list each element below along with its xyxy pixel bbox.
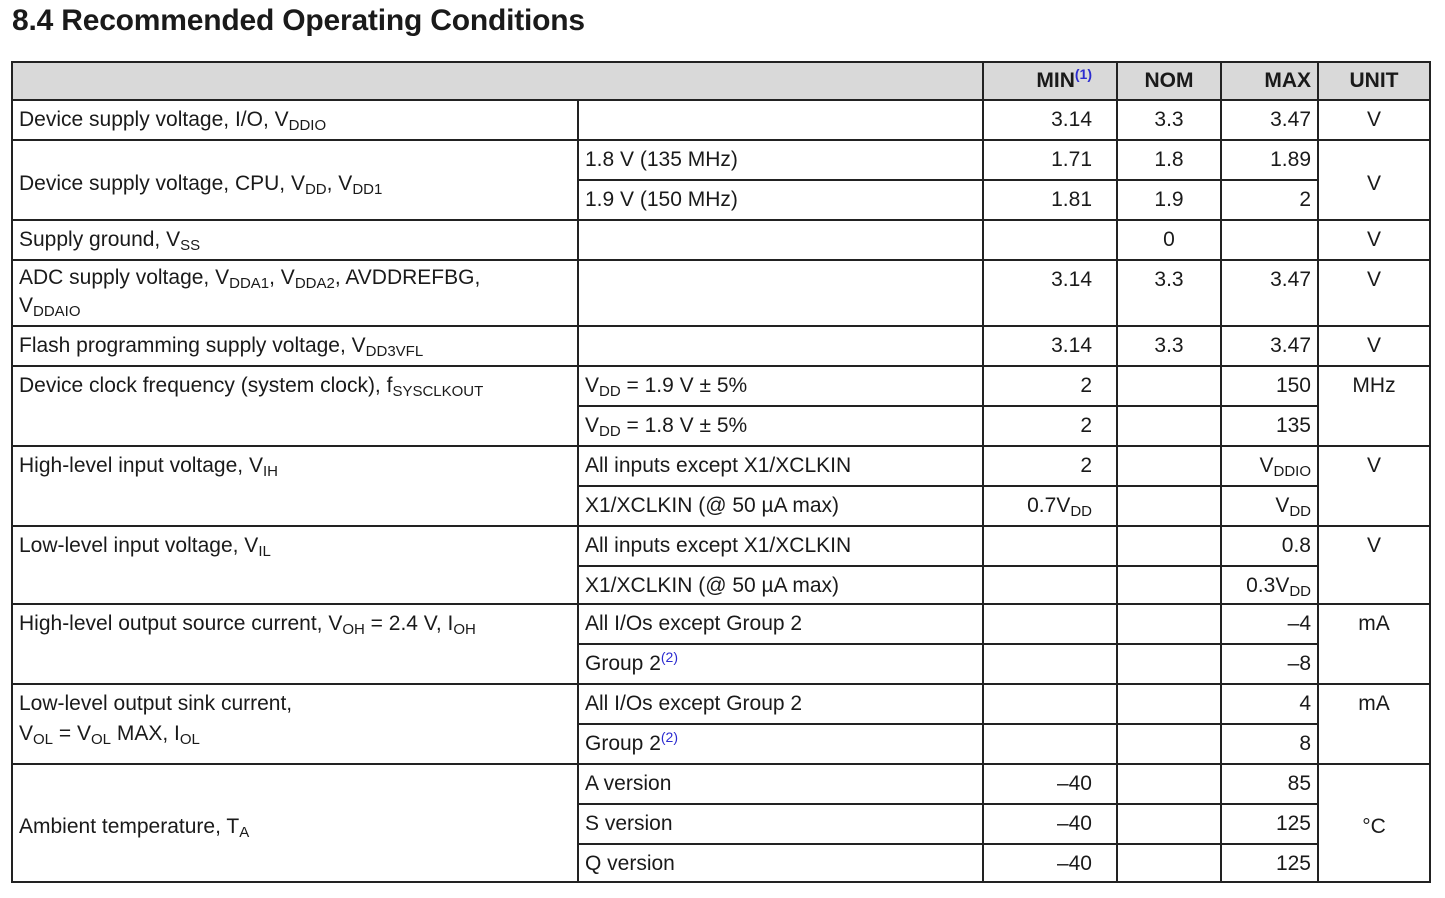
unit-cell: V: [1318, 260, 1430, 326]
param-cell: Low-level input voltage, $V_{IL}$: [12, 526, 578, 604]
max-cell: 4: [1221, 684, 1318, 724]
nom-cell: [1117, 684, 1221, 724]
nom-cell: 1.9: [1117, 180, 1221, 220]
condition-cell: All I/Os except Group 2: [578, 684, 983, 724]
condition-cell: [578, 220, 983, 260]
min-cell: [983, 526, 1117, 566]
condition-cell: X1/XCLKIN (@ 50 µA max): [578, 566, 983, 604]
min-cell: –40: [983, 764, 1117, 804]
unit-cell: MHz: [1318, 366, 1430, 446]
unit-cell: V: [1318, 220, 1430, 260]
condition-cell: Group 2$^{(2)}$: [578, 724, 983, 764]
condition-cell: 1.8 V (135 MHz): [578, 140, 983, 180]
operating-conditions-table: [11, 61, 1431, 883]
min-cell: 2: [983, 446, 1117, 486]
nom-cell: 3.3: [1117, 260, 1221, 326]
condition-cell: All inputs except X1/XCLKIN: [578, 446, 983, 486]
min-cell: 2: [983, 366, 1117, 406]
nom-cell: [1117, 844, 1221, 882]
condition-cell: S version: [578, 804, 983, 844]
nom-cell: [1117, 604, 1221, 644]
footnote-link-2[interactable]: (2): [660, 729, 679, 745]
max-cell: 85: [1221, 764, 1318, 804]
max-cell: $0.3V_{DD}$: [1221, 566, 1318, 604]
unit-cell: V: [1318, 140, 1430, 220]
table-row: [12, 100, 1430, 140]
param-cell: Device supply voltage, I/O, $V_{DDIO}$: [12, 100, 578, 140]
min-cell: –40: [983, 844, 1117, 882]
header-min: MIN$^{(1)}$: [983, 62, 1117, 100]
param-cell: Low-level output sink current, $V_{OL} = V_{OL}$ MAX, $I_{OL}$: [12, 684, 578, 764]
param-cell: ADC supply voltage, $V_{DDA1}$, $V_{DDA2}$, AVDDREFBG, $V_{DDAIO}$: [12, 260, 578, 326]
condition-cell: All I/Os except Group 2: [578, 604, 983, 644]
unit-cell: V: [1318, 326, 1430, 366]
param-cell: High-level output source current, $V_{OH} = 2.4$ V, $I_{OH}$: [12, 604, 578, 684]
max-cell: 1.89: [1221, 140, 1318, 180]
condition-cell: [578, 326, 983, 366]
min-cell: 3.14: [983, 326, 1117, 366]
unit-cell: mA: [1318, 684, 1430, 764]
footnote-link-2[interactable]: (2): [660, 649, 679, 665]
nom-cell: 0: [1117, 220, 1221, 260]
header-max: MAX: [1221, 62, 1318, 100]
table-row: [12, 526, 1430, 566]
table-row: [12, 140, 1430, 180]
section-title: 8.4 Recommended Operating Conditions: [12, 4, 585, 37]
table-row: [12, 260, 1430, 326]
param-cell: Ambient temperature, $T_A$: [12, 764, 578, 882]
min-cell: 1.81: [983, 180, 1117, 220]
max-cell: [1221, 220, 1318, 260]
unit-cell: V: [1318, 526, 1430, 604]
nom-cell: [1117, 644, 1221, 684]
nom-cell: [1117, 764, 1221, 804]
table-row: [12, 326, 1430, 366]
footnote-link-1[interactable]: (1): [1074, 66, 1092, 82]
min-cell: 2: [983, 406, 1117, 446]
max-cell: 3.47: [1221, 326, 1318, 366]
min-cell: –40: [983, 804, 1117, 844]
min-cell: $0.7V_{DD}$: [983, 486, 1117, 526]
max-cell: 125: [1221, 804, 1318, 844]
min-cell: [983, 684, 1117, 724]
table-header-row: [12, 62, 1430, 100]
param-cell: Flash programming supply voltage, $V_{DD3VFL}$: [12, 326, 578, 366]
table-row: [12, 764, 1430, 804]
condition-cell: 1.9 V (150 MHz): [578, 180, 983, 220]
max-cell: 3.47: [1221, 260, 1318, 326]
nom-cell: [1117, 526, 1221, 566]
table-row: [12, 446, 1430, 486]
table-row: [12, 684, 1430, 724]
unit-cell: °C: [1318, 764, 1430, 882]
header-blank: [12, 62, 983, 100]
condition-cell: $V_{DD} = 1.8$ V ± 5%: [578, 406, 983, 446]
table-row: [12, 220, 1430, 260]
max-cell: –4: [1221, 604, 1318, 644]
nom-cell: [1117, 366, 1221, 406]
unit-cell: mA: [1318, 604, 1430, 684]
max-cell: 0.8: [1221, 526, 1318, 566]
max-cell: 8: [1221, 724, 1318, 764]
min-cell: [983, 604, 1117, 644]
max-cell: $V_{DD}$: [1221, 486, 1318, 526]
header-nom: NOM: [1117, 62, 1221, 100]
max-cell: 2: [1221, 180, 1318, 220]
condition-cell: A version: [578, 764, 983, 804]
nom-cell: [1117, 724, 1221, 764]
nom-cell: [1117, 566, 1221, 604]
nom-cell: 1.8: [1117, 140, 1221, 180]
param-cell: Supply ground, $V_{SS}$: [12, 220, 578, 260]
unit-cell: V: [1318, 446, 1430, 526]
max-cell: $V_{DDIO}$: [1221, 446, 1318, 486]
nom-cell: [1117, 486, 1221, 526]
condition-cell: Group 2$^{(2)}$: [578, 644, 983, 684]
min-cell: 3.14: [983, 100, 1117, 140]
max-cell: 125: [1221, 844, 1318, 882]
max-cell: –8: [1221, 644, 1318, 684]
min-cell: [983, 220, 1117, 260]
param-cell: Device supply voltage, CPU, $V_{DD}$, $V_{DD1}$: [12, 140, 578, 220]
min-cell: [983, 724, 1117, 764]
min-cell: 1.71: [983, 140, 1117, 180]
nom-cell: [1117, 804, 1221, 844]
unit-cell: V: [1318, 100, 1430, 140]
max-cell: 135: [1221, 406, 1318, 446]
nom-cell: 3.3: [1117, 100, 1221, 140]
condition-cell: Q version: [578, 844, 983, 882]
condition-cell: [578, 100, 983, 140]
param-cell: Device clock frequency (system clock), $f_{SYSCLKOUT}$: [12, 366, 578, 446]
nom-cell: 3.3: [1117, 326, 1221, 366]
nom-cell: [1117, 406, 1221, 446]
max-cell: 150: [1221, 366, 1318, 406]
condition-cell: $V_{DD} = 1.9$ V ± 5%: [578, 366, 983, 406]
condition-cell: [578, 260, 983, 326]
param-cell: High-level input voltage, $V_{IH}$: [12, 446, 578, 526]
min-cell: [983, 644, 1117, 684]
condition-cell: X1/XCLKIN (@ 50 µA max): [578, 486, 983, 526]
min-cell: 3.14: [983, 260, 1117, 326]
max-cell: 3.47: [1221, 100, 1318, 140]
nom-cell: [1117, 446, 1221, 486]
header-unit: UNIT: [1318, 62, 1430, 100]
table-row: [12, 604, 1430, 644]
min-cell: [983, 566, 1117, 604]
condition-cell: All inputs except X1/XCLKIN: [578, 526, 983, 566]
table-row: [12, 366, 1430, 406]
